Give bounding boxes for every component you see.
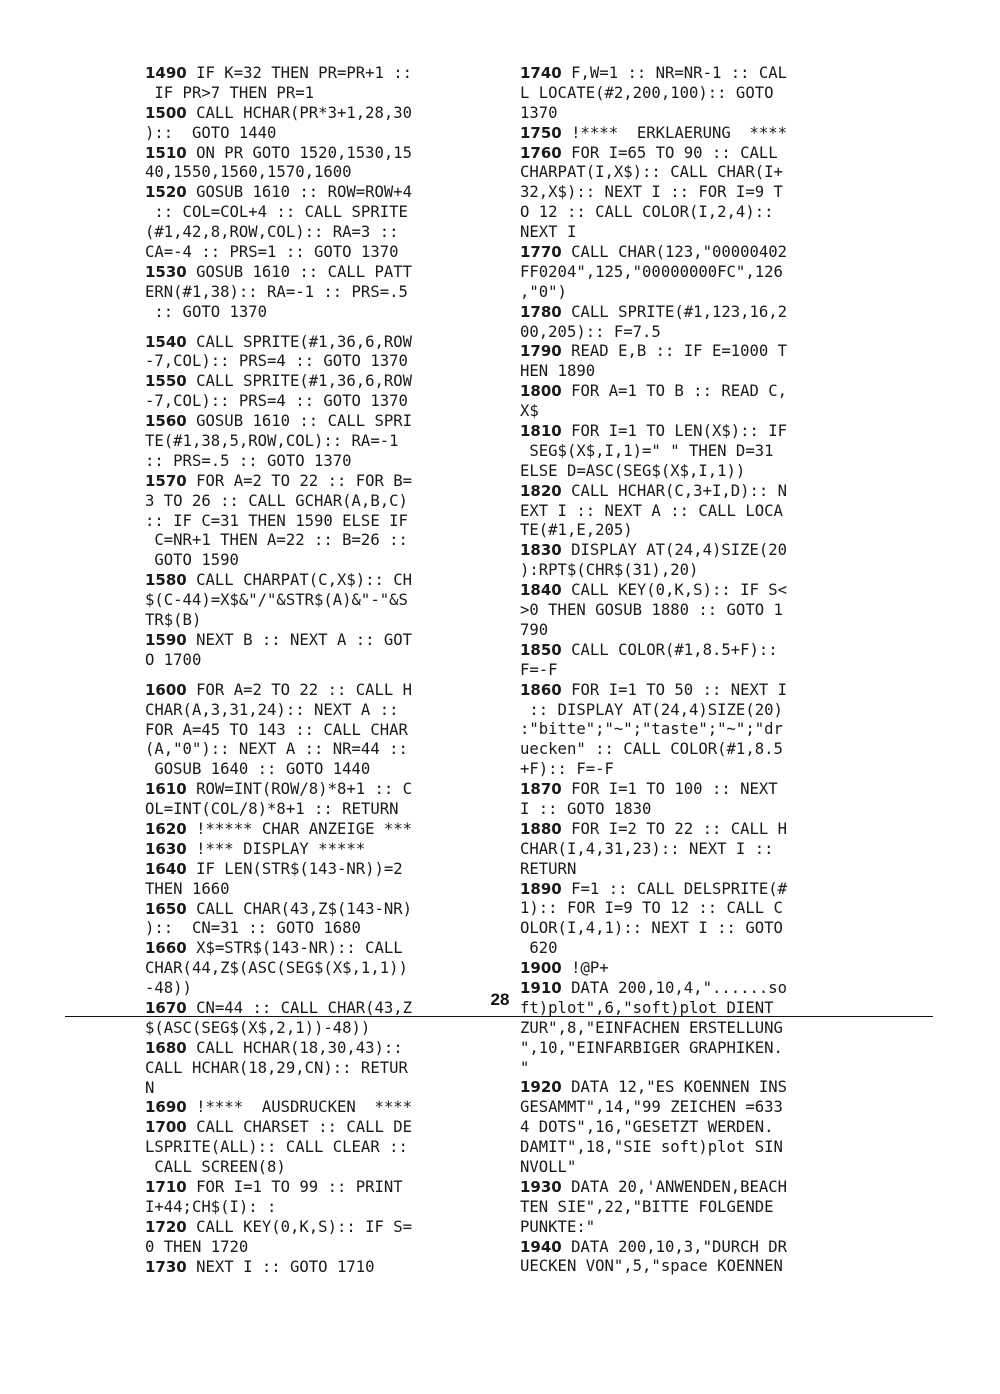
code-line — [145, 591, 490, 611]
code-line — [145, 820, 490, 840]
code-line — [145, 800, 490, 820]
code-line — [145, 1019, 490, 1039]
code-text: FOR A=1 TO B :: READ C, — [561, 382, 788, 401]
line-number: 1550 — [145, 372, 187, 391]
code-line — [520, 243, 865, 263]
code-text: !***** CHAR ANZEIGE *** — [186, 819, 413, 838]
line-number: 1870 — [520, 780, 562, 799]
paragraph-gap — [145, 671, 490, 681]
code-line — [145, 1059, 490, 1079]
code-line — [145, 740, 490, 760]
code-line — [145, 1198, 490, 1218]
code-text: ON PR GOTO 1520,1530,15 — [186, 143, 413, 162]
line-number: 1920 — [520, 1078, 562, 1097]
code-line — [145, 631, 490, 651]
code-line — [145, 1218, 490, 1238]
code-text: ,"0") — [520, 282, 567, 301]
code-text: !@P+ — [561, 959, 609, 978]
code-text: ):: CN=31 :: GOTO 1680 — [145, 919, 361, 938]
line-number: 1690 — [145, 1098, 187, 1117]
code-line — [145, 959, 490, 979]
code-text: :: GOTO 1370 — [145, 302, 268, 321]
line-number: 1490 — [145, 64, 187, 82]
line-number: 1620 — [145, 819, 187, 838]
code-line — [145, 124, 490, 144]
code-text: CALL CHAR(123,"00000402 — [561, 243, 788, 262]
code-line — [520, 1257, 865, 1277]
line-number: 1570 — [145, 471, 187, 490]
line-number: 1860 — [520, 680, 562, 699]
code-line — [520, 1178, 865, 1198]
line-number: 1630 — [145, 839, 187, 858]
code-text: 00,205):: F=7.5 — [520, 322, 661, 341]
code-text: :: COL=COL+4 :: CALL SPRITE — [145, 203, 408, 222]
code-line — [520, 1198, 865, 1218]
code-line — [145, 452, 490, 472]
line-number: 1730 — [145, 1257, 187, 1276]
line-number: 1500 — [145, 103, 187, 122]
code-line — [520, 382, 865, 402]
code-text: :: PRS=.5 :: GOTO 1370 — [145, 451, 352, 470]
code-line — [520, 1158, 865, 1178]
code-line — [520, 720, 865, 740]
code-line — [520, 820, 865, 840]
code-text: ZUR",8,"EINFACHEN ERSTELLUNG — [520, 1018, 783, 1037]
code-text: :: IF C=31 THEN 1590 ELSE IF — [145, 511, 408, 530]
code-text: GOSUB 1610 :: CALL SPRI — [186, 412, 413, 431]
listing-column-left — [145, 64, 490, 1277]
code-line — [145, 551, 490, 571]
code-text: CALL HCHAR(18,29,CN):: RETUR — [145, 1058, 408, 1077]
line-number: 1720 — [145, 1217, 187, 1236]
footer-rule — [65, 1016, 933, 1017]
line-number: 1840 — [520, 581, 562, 600]
code-text: ELSE D=ASC(SEG$(X$,I,1)) — [520, 461, 746, 480]
code-text: :"bitte";"~";"taste";"~";"dr — [520, 720, 783, 739]
code-line — [145, 144, 490, 164]
code-text: CALL CHARPAT(C,X$):: CH — [186, 571, 413, 590]
code-line — [145, 840, 490, 860]
code-text: !**** ERKLAERUNG **** — [561, 123, 788, 142]
code-text: 1):: FOR I=9 TO 12 :: CALL C — [520, 899, 783, 918]
code-line — [520, 183, 865, 203]
code-line — [520, 144, 865, 164]
code-line — [145, 780, 490, 800]
code-text: F=1 :: CALL DELSPRITE(# — [561, 879, 788, 898]
code-text: FOR I=1 TO 100 :: NEXT — [561, 780, 778, 799]
line-number: 1790 — [520, 342, 562, 361]
code-line — [520, 422, 865, 442]
code-line — [520, 124, 865, 144]
code-text: (#1,42,8,ROW,COL):: RA=3 :: — [145, 223, 399, 242]
code-text: FOR I=65 TO 90 :: CALL — [561, 143, 778, 162]
code-text: uecken" :: CALL COLOR(#1,8.5 — [520, 740, 783, 759]
code-line — [520, 521, 865, 541]
code-text: PUNKTE:" — [520, 1217, 596, 1236]
code-text: 0 THEN 1720 — [145, 1237, 249, 1256]
line-number: 1760 — [520, 143, 562, 162]
code-line — [520, 681, 865, 701]
code-text: ROW=INT(ROW/8)*8+1 :: C — [186, 780, 413, 799]
code-line — [520, 780, 865, 800]
line-number: 1880 — [520, 819, 562, 838]
code-text: DAMIT",18,"SIE soft)plot SIN — [520, 1138, 783, 1157]
line-number: 1750 — [520, 123, 562, 142]
code-line — [145, 1178, 490, 1198]
line-number: 1810 — [520, 422, 562, 441]
code-line — [520, 1238, 865, 1258]
code-text: 1370 — [520, 103, 558, 122]
code-line — [520, 1019, 865, 1039]
code-text: DATA 12,"ES KOENNEN INS — [561, 1078, 788, 1097]
code-line — [520, 502, 865, 522]
page-number: 28 — [490, 990, 510, 1009]
code-line — [520, 701, 865, 721]
code-line — [145, 492, 490, 512]
code-text: CN=44 :: CALL CHAR(43,Z — [186, 998, 413, 1017]
code-text: O 12 :: CALL COLOR(I,2,4):: — [520, 203, 774, 222]
code-text: OLOR(I,4,1):: NEXT I :: GOTO — [520, 919, 783, 938]
code-line — [520, 223, 865, 243]
code-text: :: DISPLAY AT(24,4)SIZE(20) — [520, 700, 783, 719]
code-line — [520, 263, 865, 283]
code-text: CALL SPRITE(#1,36,6,ROW — [186, 372, 413, 391]
code-text: X$ — [520, 402, 539, 421]
code-text: F,W=1 :: NR=NR-1 :: CAL — [561, 64, 788, 82]
code-text: TR$(B) — [145, 611, 202, 630]
code-text: O 1700 — [145, 650, 202, 669]
code-line — [145, 1238, 490, 1258]
code-line — [520, 203, 865, 223]
code-text: 4 DOTS",16,"GESETZT WERDEN. — [520, 1118, 774, 1137]
code-line — [520, 800, 865, 820]
code-line — [145, 880, 490, 900]
code-line — [145, 372, 490, 392]
code-line — [520, 104, 865, 124]
code-line — [520, 442, 865, 462]
code-text: $(C-44)=X$&"/"&STR$(A)&"-"&S — [145, 591, 408, 610]
code-text: CALL COLOR(#1,8.5+F):: — [561, 640, 778, 659]
code-text: 40,1550,1560,1570,1600 — [145, 163, 352, 182]
code-text: 32,X$):: NEXT I :: FOR I=9 T — [520, 183, 783, 202]
code-line — [145, 263, 490, 283]
code-text: FOR I=1 TO 50 :: NEXT I — [561, 680, 788, 699]
code-text: CALL SPRITE(#1,36,6,ROW — [186, 332, 413, 351]
code-text: NEXT B :: NEXT A :: GOT — [186, 630, 413, 649]
code-text: N — [145, 1078, 155, 1097]
code-text: IF K=32 THEN PR=PR+1 :: — [186, 64, 413, 82]
code-text: 790 — [520, 620, 549, 639]
code-text: X$=STR$(143-NR):: CALL — [186, 939, 403, 958]
line-number: 1890 — [520, 879, 562, 898]
code-text: !*** DISPLAY ***** — [186, 839, 366, 858]
code-line — [145, 571, 490, 591]
code-line — [145, 651, 490, 671]
line-number: 1580 — [145, 571, 187, 590]
line-number: 1640 — [145, 859, 187, 878]
code-text: C=NR+1 THEN A=22 :: B=26 :: — [145, 531, 408, 550]
code-line — [145, 183, 490, 203]
code-text: CHAR(I,4,31,23):: NEXT I :: — [520, 839, 774, 858]
code-line — [520, 323, 865, 343]
code-text: CALL HCHAR(C,3+I,D):: N — [561, 481, 788, 500]
code-text: +F):: F=-F — [520, 760, 614, 779]
code-text: !**** AUSDRUCKEN **** — [186, 1098, 413, 1117]
code-text: HEN 1890 — [520, 362, 596, 381]
code-line — [145, 1039, 490, 1059]
line-number: 1510 — [145, 143, 187, 162]
code-line — [520, 860, 865, 880]
code-text: CALL HCHAR(18,30,43):: — [186, 1038, 403, 1057]
code-line — [145, 333, 490, 353]
code-text: LSPRITE(ALL):: CALL CLEAR :: — [145, 1138, 408, 1157]
code-line — [145, 721, 490, 741]
code-line — [145, 432, 490, 452]
code-line — [520, 601, 865, 621]
code-text: CHAR(44,Z$(ASC(SEG$(X$,1,1)) — [145, 959, 408, 978]
line-number: 1610 — [145, 780, 187, 799]
code-line — [520, 1098, 865, 1118]
code-line — [520, 462, 865, 482]
code-line — [520, 561, 865, 581]
line-number: 1710 — [145, 1177, 187, 1196]
code-text: " — [520, 1058, 530, 1077]
code-text: THEN 1660 — [145, 879, 230, 898]
code-line — [520, 899, 865, 919]
line-number: 1600 — [145, 680, 187, 699]
line-number: 1830 — [520, 541, 562, 560]
code-line — [520, 661, 865, 681]
code-text: TE(#1,E,205) — [520, 521, 633, 540]
code-text: IF LEN(STR$(143-NR))=2 — [186, 859, 403, 878]
code-line — [145, 203, 490, 223]
line-number: 1590 — [145, 630, 187, 649]
code-text: (A,"0"):: NEXT A :: NR=44 :: — [145, 740, 408, 759]
code-line — [520, 621, 865, 641]
line-number: 1820 — [520, 481, 562, 500]
code-text: RETURN — [520, 859, 577, 878]
line-number: 1850 — [520, 640, 562, 659]
line-number: 1650 — [145, 899, 187, 918]
code-line — [145, 760, 490, 780]
code-text: FOR I=1 TO 99 :: PRINT — [186, 1177, 403, 1196]
line-number: 1520 — [145, 183, 187, 202]
code-line — [520, 84, 865, 104]
code-line — [145, 412, 490, 432]
code-text: FOR A=2 TO 22 :: FOR B= — [186, 471, 413, 490]
code-text: EXT I :: NEXT A :: CALL LOCA — [520, 501, 783, 520]
line-number: 1770 — [520, 243, 562, 262]
code-text: F=-F — [520, 660, 558, 679]
code-line — [145, 303, 490, 323]
code-line — [145, 531, 490, 551]
code-line — [145, 701, 490, 721]
code-line — [520, 402, 865, 422]
code-text: CALL CHAR(43,Z$(143-NR) — [186, 899, 413, 918]
line-number: 1780 — [520, 302, 562, 321]
code-text: 3 TO 26 :: CALL GCHAR(A,B,C) — [145, 491, 408, 510]
line-number: 1900 — [520, 959, 562, 978]
line-number: 1930 — [520, 1177, 562, 1196]
code-line — [520, 362, 865, 382]
listing-column-right — [520, 64, 865, 1277]
code-line — [520, 740, 865, 760]
code-text: ",10,"EINFARBIGER GRAPHIKEN. — [520, 1038, 783, 1057]
code-text: GESAMMT",14,"99 ZEICHEN =633 — [520, 1098, 783, 1117]
code-text: CALL CHARSET :: CALL DE — [186, 1118, 413, 1137]
code-line — [145, 1118, 490, 1138]
line-number: 1740 — [520, 64, 562, 82]
code-line — [520, 64, 865, 84]
code-line — [520, 959, 865, 979]
code-line — [520, 1138, 865, 1158]
code-text: I :: GOTO 1830 — [520, 799, 652, 818]
code-text: DATA 200,10,3,"DURCH DR — [561, 1237, 788, 1256]
code-text: ):RPT$(CHR$(31),20) — [520, 561, 699, 580]
paragraph-gap — [145, 323, 490, 333]
code-text: GOSUB 1610 :: ROW=ROW+4 — [186, 183, 413, 202]
line-number: 1530 — [145, 262, 187, 281]
code-text: >0 THEN GOSUB 1880 :: GOTO 1 — [520, 601, 783, 620]
code-text: IF PR>7 THEN PR=1 — [145, 83, 314, 102]
line-number: 1700 — [145, 1118, 187, 1137]
code-line — [145, 939, 490, 959]
code-text: I+44;CH$(I): : — [145, 1197, 277, 1216]
code-line — [145, 1138, 490, 1158]
code-text: FF0204",125,"00000000FC",126 — [520, 262, 783, 281]
code-text: ERN(#1,38):: RA=-1 :: PRS=.5 — [145, 282, 408, 301]
code-text: FOR A=45 TO 143 :: CALL CHAR — [145, 720, 408, 739]
code-line — [520, 880, 865, 900]
code-text: CALL SCREEN(8) — [145, 1158, 286, 1177]
code-line — [520, 163, 865, 183]
code-text: L LOCATE(#2,200,100):: GOTO — [520, 83, 774, 102]
code-text: TE(#1,38,5,ROW,COL):: RA=-1 — [145, 432, 399, 451]
code-text: GOSUB 1640 :: GOTO 1440 — [145, 760, 371, 779]
code-text: FOR I=2 TO 22 :: CALL H — [561, 819, 788, 838]
code-line — [520, 1078, 865, 1098]
code-text: NVOLL" — [520, 1157, 577, 1176]
code-line — [145, 919, 490, 939]
code-line — [145, 1158, 490, 1178]
line-number: 1670 — [145, 998, 187, 1017]
code-line — [145, 472, 490, 492]
code-line — [145, 163, 490, 183]
code-text: SEG$(X$,I,1)=" " THEN D=31 — [520, 441, 774, 460]
code-text: $(ASC(SEG$(X$,2,1))-48)) — [145, 1018, 371, 1037]
code-text: -7,COL):: PRS=4 :: GOTO 1370 — [145, 392, 408, 411]
code-line — [145, 860, 490, 880]
code-line — [145, 283, 490, 303]
code-line — [145, 681, 490, 701]
code-text: GOSUB 1610 :: CALL PATT — [186, 262, 413, 281]
code-text: CA=-4 :: PRS=1 :: GOTO 1370 — [145, 243, 399, 262]
line-number: 1560 — [145, 412, 187, 431]
code-line — [520, 303, 865, 323]
code-line — [145, 243, 490, 263]
code-text: ft)plot",6,"soft)plot DIENT — [520, 998, 774, 1017]
code-text: UECKEN VON",5,"space KOENNEN — [520, 1257, 783, 1276]
code-line — [145, 611, 490, 631]
line-number: 1910 — [520, 978, 562, 997]
line-number: 1680 — [145, 1038, 187, 1057]
code-line — [520, 482, 865, 502]
code-text: FOR A=2 TO 22 :: CALL H — [186, 680, 413, 699]
code-line — [520, 541, 865, 561]
code-line — [520, 581, 865, 601]
line-number: 1940 — [520, 1237, 562, 1256]
code-text: CALL HCHAR(PR*3+1,28,30 — [186, 103, 413, 122]
code-line — [520, 283, 865, 303]
code-text: DATA 200,10,4,"......so — [561, 978, 788, 997]
code-text: ):: GOTO 1440 — [145, 123, 277, 142]
code-line — [520, 641, 865, 661]
code-line — [520, 342, 865, 362]
code-text: NEXT I :: GOTO 1710 — [186, 1257, 375, 1276]
code-line — [145, 352, 490, 372]
code-line — [145, 223, 490, 243]
code-text: NEXT I — [520, 223, 577, 242]
code-line — [145, 900, 490, 920]
code-text: DISPLAY AT(24,4)SIZE(20 — [561, 541, 788, 560]
code-line — [145, 392, 490, 412]
code-line — [520, 1218, 865, 1238]
code-text: GOTO 1590 — [145, 551, 239, 570]
code-line — [145, 1079, 490, 1099]
code-line — [520, 939, 865, 959]
code-text: 620 — [520, 939, 558, 958]
code-text: TEN SIE",22,"BITTE FOLGENDE — [520, 1197, 774, 1216]
code-text: CHAR(A,3,31,24):: NEXT A :: — [145, 700, 399, 719]
code-line — [145, 512, 490, 532]
code-text: CALL KEY(0,K,S):: IF S= — [186, 1217, 413, 1236]
code-line — [145, 104, 490, 124]
code-text: OL=INT(COL/8)*8+1 :: RETURN — [145, 800, 399, 819]
code-line — [520, 1118, 865, 1138]
code-line — [520, 840, 865, 860]
code-text: CALL SPRITE(#1,123,16,2 — [561, 302, 788, 321]
code-text: DATA 20,'ANWENDEN,BEACH — [561, 1177, 788, 1196]
line-number: 1540 — [145, 332, 187, 351]
code-text: CALL KEY(0,K,S):: IF S< — [561, 581, 788, 600]
code-line — [145, 64, 490, 84]
line-number: 1800 — [520, 382, 562, 401]
code-line — [145, 1258, 490, 1278]
code-text: CHARPAT(I,X$):: CALL CHAR(I+ — [520, 163, 783, 182]
line-number: 1660 — [145, 939, 187, 958]
code-line — [145, 1098, 490, 1118]
code-text: -7,COL):: PRS=4 :: GOTO 1370 — [145, 352, 408, 371]
code-line — [520, 919, 865, 939]
code-text: FOR I=1 TO LEN(X$):: IF — [561, 422, 788, 441]
code-line — [520, 760, 865, 780]
code-text: READ E,B :: IF E=1000 T — [561, 342, 788, 361]
code-line — [520, 1039, 865, 1059]
code-line — [145, 84, 490, 104]
code-text: -48)) — [145, 979, 192, 998]
code-line — [520, 1059, 865, 1079]
